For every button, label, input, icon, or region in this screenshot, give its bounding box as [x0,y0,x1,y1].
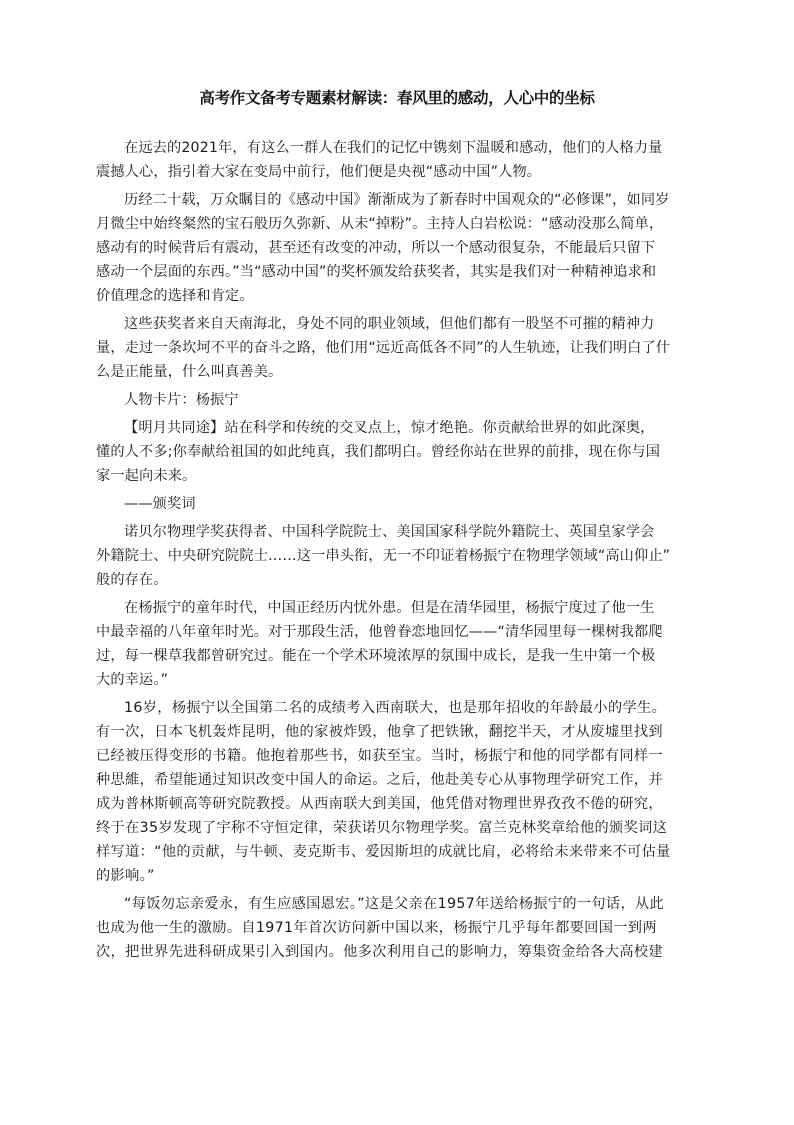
paragraph-line: 量，走过一条坎坷不平的奋斗之路，他们用“远近高低各不同”的人生轨迹，让我们明白了什 [96,340,671,356]
paragraph-line: 月微尘中始终粲然的宝石般历久弥新、从未“掉粉”。主持人白岩松说：“感动没那么简单， [96,216,664,232]
paragraph-line: 外籍院士、中央研究院院士……这一串头衔，无一不印证着杨振宁在物理学领域“高山仰止” [96,548,671,564]
paragraph-line: 在杨振宁的童年时代，中国正经历内忧外患。但是在清华园里，杨振宁度过了他一生 [124,600,655,616]
paragraph-line: 历经二十载，万众瞩目的《感动中国》渐渐成为了新春时中国观众的“必修课”，如同岁 [124,192,670,208]
award-citation-line: 【明月共同途】站在科学和传统的交叉点上，惊才绝艳。你贡献给世界的如此深奥， [124,420,655,436]
paragraph-line: 成为普林斯顿高等研究院教授。从西南联大到美国，他凭借对物理世界孜孜不倦的研究， [96,796,663,812]
paragraph-line: 感动一个层面的东西。”当“感动中国”的奖杯颁发给获奖者，其实是我们对一种精神追求和 [96,264,657,280]
paragraph-line: 的影响。” [96,868,155,884]
award-citation-line: 家一起向未来。 [96,468,197,484]
paragraph-line: “每饭勿忘亲爱永，有生应感国恩宏。”这是父亲在1957年送给杨振宁的一句话，从此 [124,896,665,912]
paragraph-line: 震撼人心，指引着大家在变局中前行，他们便是央视“感动中国”人物。 [96,164,542,180]
paragraph-line: 已经被压得变形的书籍。他抱着那些书，如获至宝。当时，杨振宁和他的同学都有同样一 [96,748,663,764]
paragraph-line: 在远去的2021年，有这么一群人在我们的记忆中镌刻下温暖和感动，他们的人格力量 [124,140,663,156]
document-body [96,136,702,964]
paragraph-line: 中最幸福的八年童年时光。对于那段生活，他曾眷恋地回忆——“清华园里每一棵树我都爬 [96,624,663,640]
paragraph-line: 也成为他一生的激励。自1971年首次访问新中国以来，杨振宁几乎每年都要回国一到两 [96,920,657,936]
paragraph-line: 感动有的时候背后有震动，甚至还有改变的冲动，所以一个感动很复杂，不能最后只留下 [96,240,656,256]
document-title: 高考作文备考专题素材解读：春风里的感动，人心中的坐标 [199,89,595,107]
paragraph-line: 么是正能量，什么叫真善美。 [96,364,283,380]
paragraph-line: 终于在35岁发现了宇称不守恒定律，荣获诺贝尔物理学奖。富兰克林奖章给他的颁奖词这 [96,820,668,836]
paragraph-line: 大的幸运。” [96,672,169,688]
paragraph-line: 种思維，希望能通过知识改变中国人的命运。之后，他赴美专心从事物理学研究工作，并 [96,772,663,788]
paragraph-line: 这些获奖者来自天南海北，身处不同的职业领域，但他们都有一股坚不可摧的精神力 [124,316,655,332]
paragraph-line: 诺贝尔物理学奖获得者、中国科学院院士、美国国家科学院外籍院士、英国皇家学会 [124,524,655,540]
paragraph-line: 样写道：“他的贡献，与牛顿、麦克斯韦、爱因斯坦的成就比肩，必将给未来带来不可估量 [96,844,671,860]
paragraph-line: 价值理念的选择和肯定。 [96,288,254,304]
person-card-heading: 人物卡片：杨振宁 [124,392,239,408]
paragraph-line: 16岁，杨振宁以全国第二名的成绩考入西南联大，也是那年招收的年龄最小的学生。 [124,700,667,716]
citation-attribution: ——颁奖词 [124,496,196,512]
paragraph-line: 次，把世界先进科研成果引入到国内。他多次利用自己的影响力，筹集资金给各大高校建 [96,944,663,960]
paragraph-line: 有一次，日本飞机轰炸昆明，他的家被炸毁，他拿了把铁锹，翻挖半天，才从废墟里找到 [96,724,663,740]
paragraph-line: 过，每一棵草我都曾研究过。能在一个学术环境浓厚的氛围中成长，是我一生中第一个极 [96,648,656,664]
paragraph-line: 般的存在。 [96,572,168,588]
award-citation-line: 懂的人不多;你奉献给祖国的如此纯真，我们都明白。曾经你站在世界的前排，现在你与国 [96,444,661,460]
